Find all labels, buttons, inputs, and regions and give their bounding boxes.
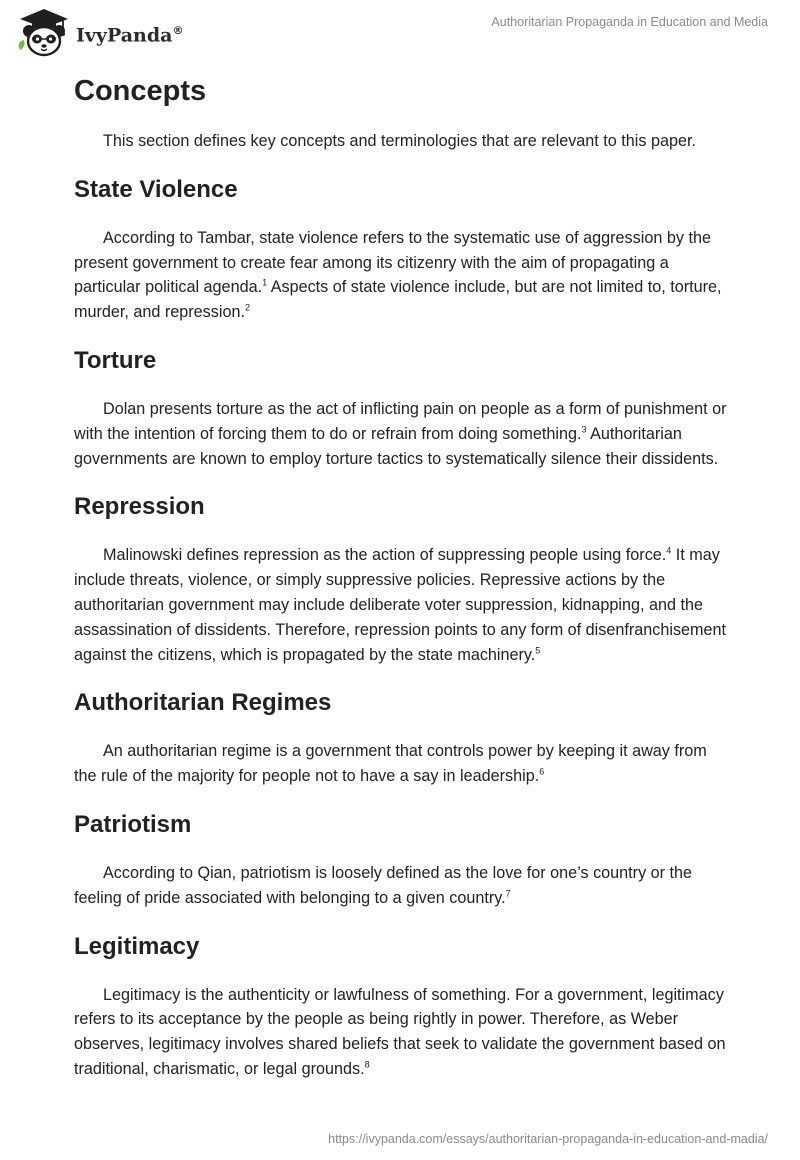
ivypanda-logo[interactable] [14,6,183,60]
section-heading-state-violence: State Violence [74,175,238,203]
footnote-ref[interactable]: 5 [535,645,541,656]
running-title: Authoritarian Propaganda in Education and Media [491,15,768,29]
document-body [74,72,728,1082]
section-heading-torture: Torture [74,346,157,374]
panda-graduate-icon [14,6,74,60]
section-heading-repression: Repression [74,493,205,521]
section-paragraph-patriotism: According to Qian, patriotism is loosely defined as the love for one’s country or the feeling of pride associated with belonging to a given country.$^7$ [74,863,693,907]
brand-name: IvyPanda® [76,23,184,47]
footnote-ref[interactable]: 6 [539,766,545,777]
intro-paragraph: This section defines key concepts and terminologies that are relevant to this paper. [103,132,696,150]
footnote-ref[interactable]: 2 [244,302,250,313]
footnote-ref[interactable]: 8 [364,1059,370,1070]
page-header [0,0,800,66]
section-heading-patriotism: Patriotism [74,810,192,838]
section-heading-legitimacy: Legitimacy [74,932,200,960]
source-url-link[interactable]: https://ivypanda.com/essays/authoritarian-propaganda-in-education-and-madia/ [328,1132,768,1146]
section-paragraph-torture: Dolan presents torture as the act of inflicting pain on people as a form of punishment or with the intention of forcing them to do or refrain from doing something.$^3$ Authoritarian governments are known to employ torture tactics to systematically silence their dissidents. [74,399,727,468]
section-paragraph-legitimacy: Legitimacy is the authenticity or lawfulness of something. For a government, legitimacy refers to its acceptance by the people as being rightly in power. Therefore, as Weber observes, legitimacy involves shared beliefs that seek to validate the government based on traditional, charismatic, or legal grounds.$^8$ [74,985,726,1078]
footnote-ref[interactable]: 3 [581,424,587,435]
footnote-ref[interactable]: 7 [505,888,511,899]
section-paragraph-repression: Malinowski defines repression as the action of suppressing people using force.$^4$ It may include threats, violence, or simply suppressive policies. Repressive actions by the authoritarian government may include deliberate voter suppression, kidnapping, and the assassination of dissidents. Therefore, repression points to any form of disenfranchisement against the citizens, which is propagated by the state machinery.$^5$ [74,545,727,664]
footnote-ref[interactable]: 4 [666,545,672,556]
page-title: Concepts [74,75,207,107]
section-paragraph-state-violence: According to Tambar, state violence refers to the systematic use of aggression by the present government to create fear among its citizenry with the aim of propagating a particular political agenda.$^1$ Aspects of state violence include, but are not limited to, torture, murder, and repression.$^2$ [74,228,722,322]
section-paragraph-authoritarian-regimes: An authoritarian regime is a government that controls power by keeping it away from the rule of the majority for people not to have a say in leadership.$^6$ [74,742,707,786]
footnote-ref[interactable]: 1 [262,278,268,288]
section-heading-authoritarian-regimes: Authoritarian Regimes [74,689,332,717]
